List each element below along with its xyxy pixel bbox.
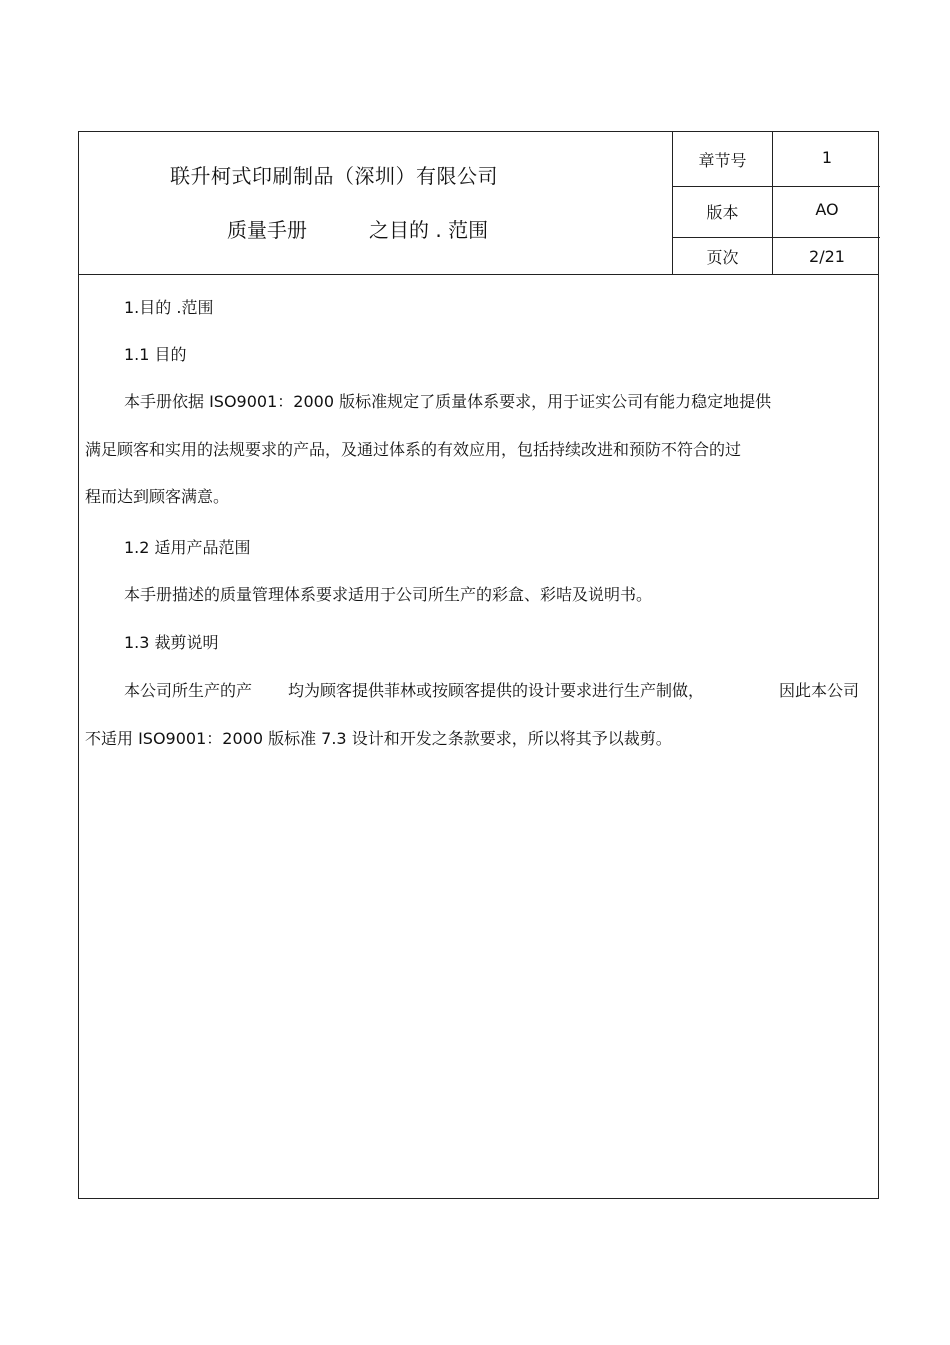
meta-label: 页次 [673,238,773,275]
meta-row-version [673,187,880,238]
company-name: 联升柯式印刷制品（深圳）有限公司 [170,164,498,188]
subsection-heading: 1.1 目的 [124,345,187,364]
manual-title [227,214,488,243]
meta-row-page [673,238,880,275]
manual-name: 质量手册 [227,218,307,242]
paragraph-line: 因此本公司 [779,681,860,700]
meta-label: 版本 [673,187,773,237]
subsection-heading: 1.2 适用产品范围 [124,538,251,557]
paragraph-line: 本手册依据 ISO9001：2000 版标准规定了质量体系要求，用于证实公司有能力稳定地提供 [124,392,772,411]
meta-value: AO [815,200,839,219]
document-header [79,132,878,275]
paragraph-line: 本公司所生产的产 [124,681,253,700]
section-heading: 1.目的 .范围 [124,298,214,317]
paragraph-line: 本手册描述的质量管理体系要求适用于公司所生产的彩盒、彩咭及说明书。 [124,585,653,604]
paragraph-line: 程而达到顾客满意。 [85,487,230,506]
meta-value: 2/21 [809,247,845,266]
title-block [79,132,672,274]
meta-value: 1 [821,148,833,167]
document-frame [78,131,879,1199]
paragraph-line: 满足顾客和实用的法规要求的产品，及通过体系的有效应用，包括持续改进和预防不符合的过 [85,440,742,459]
meta-row-chapter [673,132,880,187]
paragraph-line: 不适用 ISO9001：2000 版标准 7.3 设计和开发之条款要求，所以将其予以裁剪。 [85,729,672,748]
chapter-title: 之目的 . 范围 [369,218,489,242]
meta-table [672,132,880,274]
meta-label: 章节号 [673,132,773,186]
subsection-heading: 1.3 裁剪说明 [124,633,219,652]
paragraph-line: 均为顾客提供菲林或按顾客提供的设计要求进行生产制做， [288,681,705,700]
